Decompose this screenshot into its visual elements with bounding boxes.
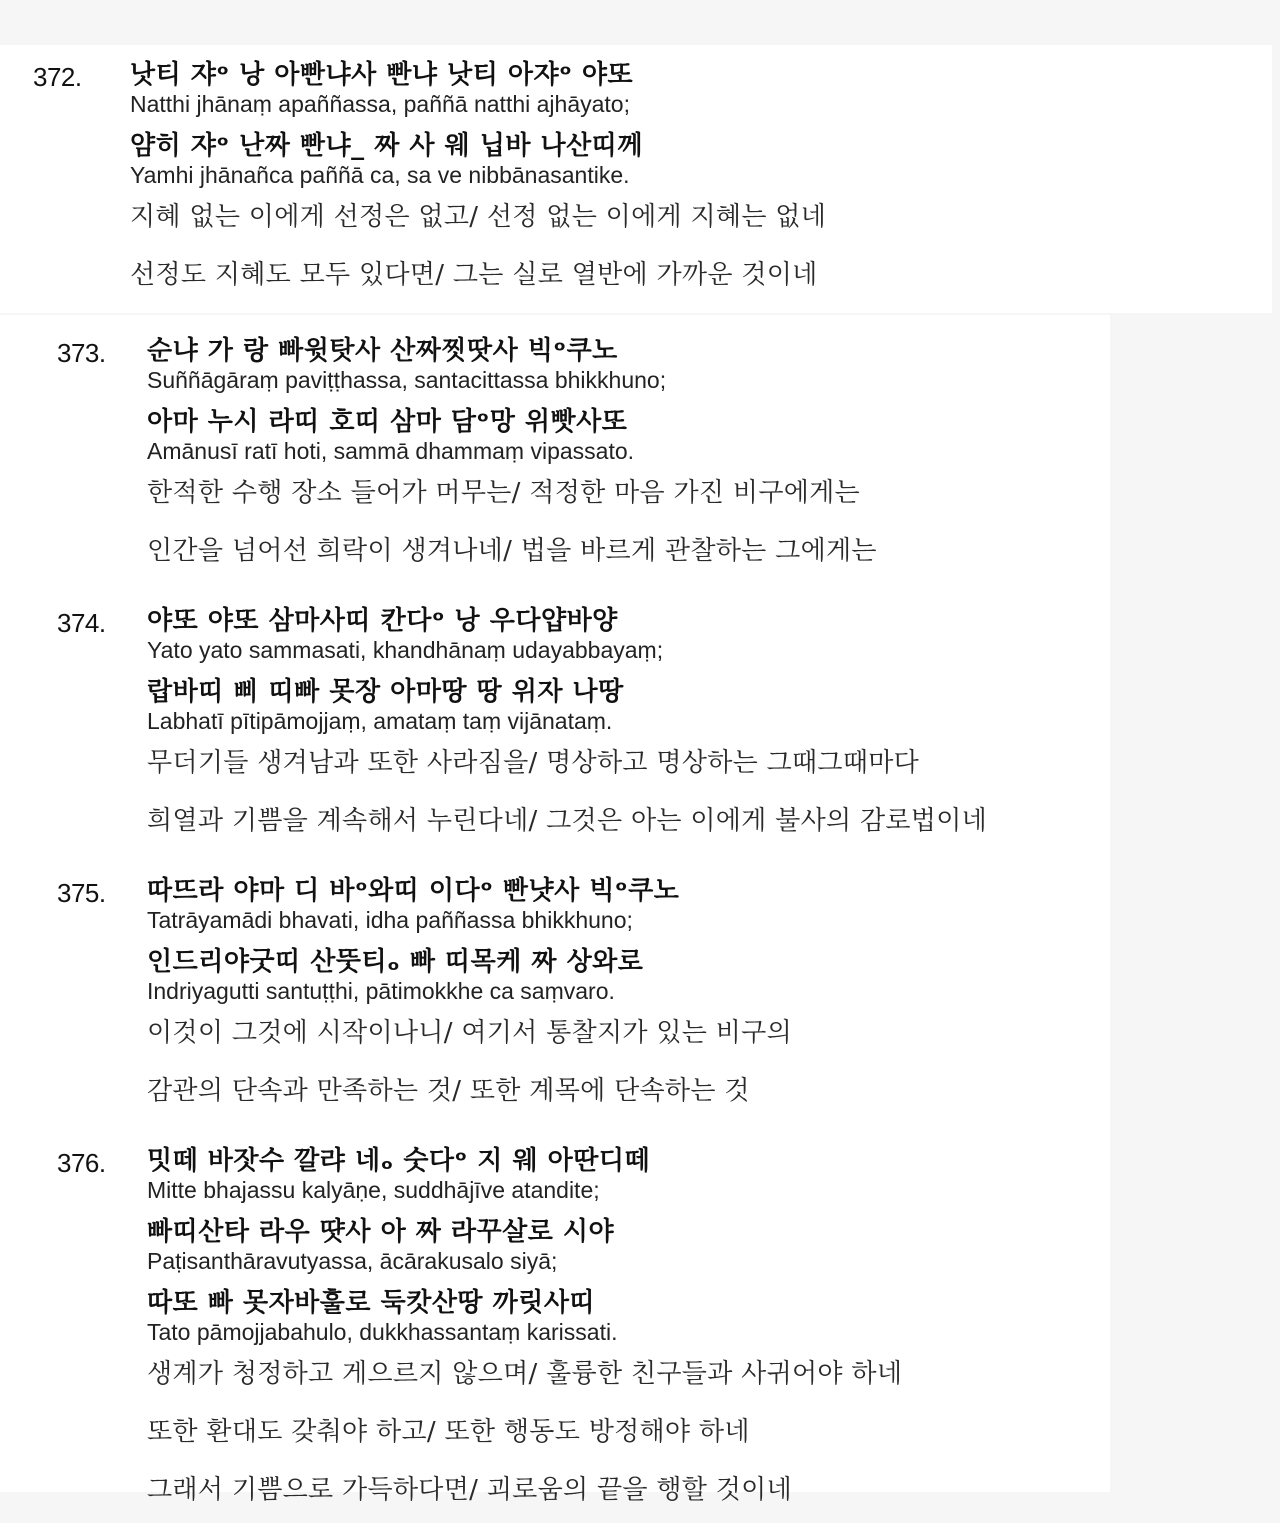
pali-line: Amānusī ratī hoti, sammā dhammaṃ vipassato.	[147, 438, 635, 464]
pali-line: Tatrāyamādi bhavati, idha paññassa bhikkhuno;	[147, 907, 633, 933]
pali-line: Yamhi jhānañca paññā ca, sa ve nibbānasantike.	[130, 162, 630, 188]
korean-translation-line: 또한 환대도 갖춰야 하고/ 또한 행동도 방정해야 하네	[147, 1417, 750, 1447]
korean-translation-line: 무더기들 생겨남과 또한 사라짐을/ 명상하고 명상하는 그때그때마다	[147, 748, 920, 778]
korean-phonetic-line: 야또 야또 삼마사띠 칸다ᵒ 낭 우다얍바양	[147, 606, 618, 636]
verse-number: 376.	[57, 1148, 106, 1178]
korean-translation-line: 감관의 단속과 만족하는 것/ 또한 계목에 단속하는 것	[147, 1076, 750, 1106]
pali-line: Labhatī pītipāmojjaṃ, amataṃ taṃ vijānataṃ.	[147, 708, 613, 734]
verse-body	[147, 1136, 902, 1523]
korean-translation-line: 그래서 기쁨으로 가득하다면/ 괴로움의 끝을 행할 것이네	[147, 1475, 793, 1505]
verse-number: 374.	[57, 608, 106, 638]
verse-body	[147, 326, 877, 584]
pali-line: Suññāgāraṃ paviṭṭhassa, santacittassa bhikkhuno;	[147, 367, 667, 393]
korean-translation-line: 생계가 청정하고 게으르지 않으며/ 훌륭한 친구들과 사귀어야 하네	[147, 1359, 903, 1389]
korean-phonetic-line: 따뜨라 야마 디 바ᵒ와띠 이다ᵒ 빤냣사 빅ᵒ쿠노	[147, 876, 680, 906]
verse-body	[147, 866, 792, 1124]
korean-phonetic-line: 랍바띠 삐 띠빠 못장 아마땅 땅 위자 나땅	[147, 677, 624, 707]
korean-translation-line: 한적한 수행 장소 들어가 머무는/ 적정한 마음 가진 비구에게는	[147, 478, 860, 508]
verse-number: 373.	[57, 338, 106, 368]
korean-phonetic-line: 빠띠산타 라우 땻사 아 짜 라꾸살로 시야	[147, 1217, 615, 1247]
pali-line: Mitte bhajassu kalyāṇe, suddhājīve atandite;	[147, 1177, 600, 1203]
korean-phonetic-line: 따또 빠 못자바훌로 둑캇산땅 까릿사띠	[147, 1288, 596, 1318]
korean-phonetic-line: 얌히 쟈ᵒ 난짜 빤냐_ 짜 사 웨 닙바 나산띠께	[130, 131, 643, 161]
korean-translation-line: 인간을 넘어선 희락이 생겨나네/ 법을 바르게 관찰하는 그에게는	[147, 536, 877, 566]
korean-phonetic-line: 낫티 쟈ᵒ 낭 아빤냐사 빤냐 낫티 아쟈ᵒ 야또	[130, 60, 634, 90]
korean-phonetic-line: 밋떼 바잣수 깔랴 네ₒ 숫다ᵒ 지 웨 아딴디떼	[147, 1146, 651, 1176]
korean-translation-line: 희열과 기쁨을 계속해서 누린다네/ 그것은 아는 이에게 불사의 감로법이네	[147, 806, 988, 836]
pali-line: Tato pāmojjabahulo, dukkhassantaṃ karissati.	[147, 1319, 618, 1345]
pali-line: Paṭisanthāravutyassa, ācārakusalo siyā;	[147, 1248, 558, 1274]
verse-number: 375.	[57, 878, 106, 908]
pali-line: Indriyagutti santuṭṭhi, pātimokkhe ca saṃvaro.	[147, 978, 615, 1004]
verse-number: 372.	[33, 62, 82, 92]
korean-translation-line: 이것이 그것에 시작이나니/ 여기서 통찰지가 있는 비구의	[147, 1018, 793, 1048]
korean-translation-line: 지혜 없는 이에게 선정은 없고/ 선정 없는 이에게 지혜는 없네	[130, 202, 827, 232]
korean-phonetic-line: 순냐 가 랑 빠윗탓사 산짜찟땃사 빅ᵒ쿠노	[147, 336, 618, 366]
korean-translation-line: 선정도 지혜도 모두 있다면/ 그는 실로 열반에 가까운 것이네	[130, 260, 818, 290]
korean-phonetic-line: 인드리야굿띠 산뚯티ₒ 빠 띠목케 짜 상와로	[147, 947, 644, 977]
verse-body	[130, 50, 826, 308]
verse-body	[147, 596, 987, 854]
korean-phonetic-line: 아마 누시 라띠 호띠 삼마 담ᵒ망 위빳사또	[147, 407, 628, 437]
pali-line: Yato yato sammasati, khandhānaṃ udayabbayaṃ;	[147, 637, 664, 663]
pali-line: Natthi jhānaṃ apaññassa, paññā natthi ajhāyato;	[130, 91, 630, 117]
